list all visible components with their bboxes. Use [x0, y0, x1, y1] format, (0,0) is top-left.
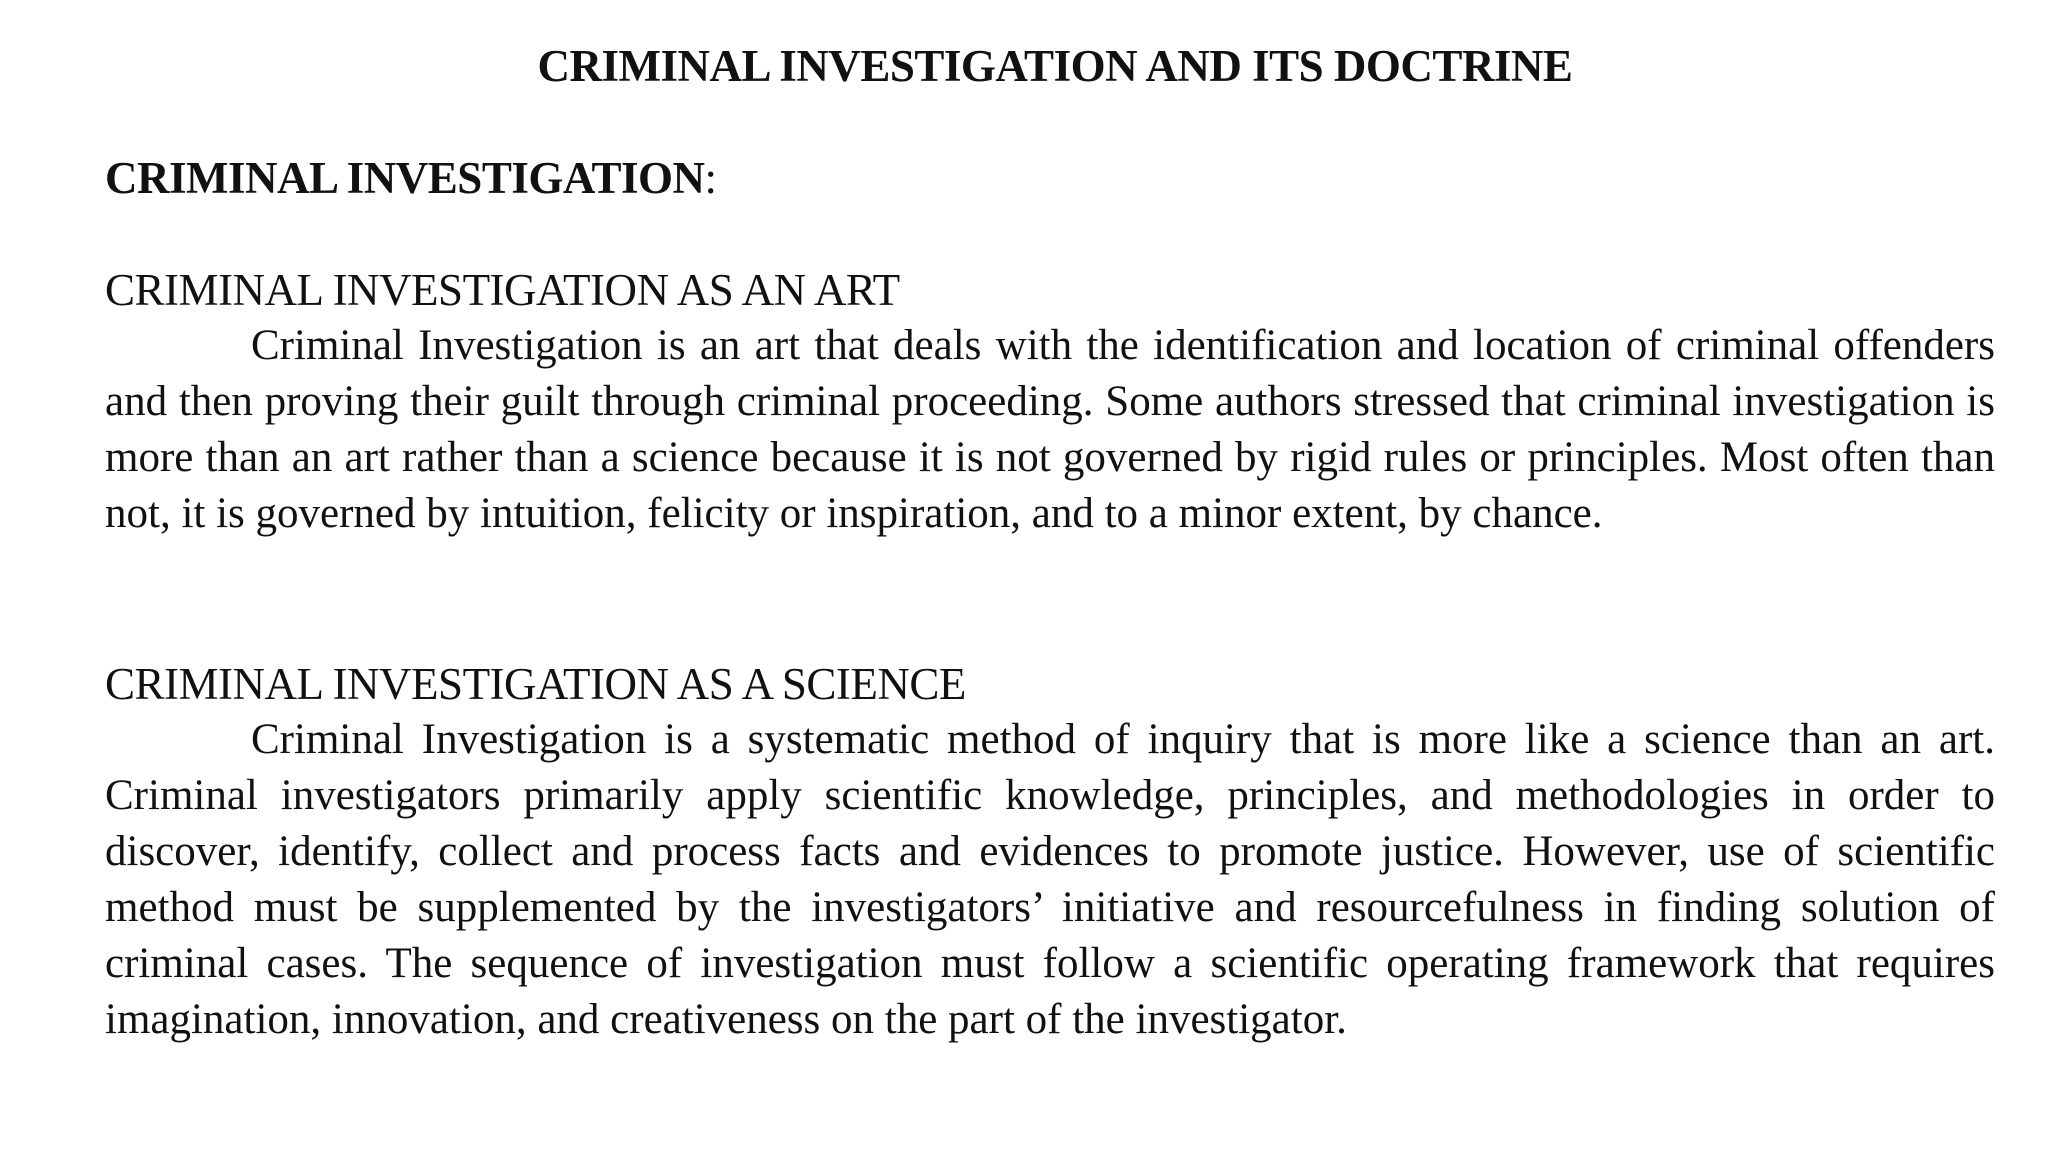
section-heading-colon: : [704, 153, 717, 203]
subsection-heading-science: CRIMINAL INVESTIGATION AS A SCIENCE [105, 659, 966, 709]
subsection-body-science: Criminal Investigation is a systematic method of inquiry that is more like a science than an art. Criminal investigators primarily apply scientific knowledge, principles, and methodologies in order to discover, identify, collect and process facts and evidences to promote justice. However, use of scientific method must be supplemented by the investigators’ initiative and resourcefulness in finding solution of criminal cases. The sequence of investigation must follow a scientific operating framework that requires imagination, innovation, and creativeness on the part of the investigator. [105, 716, 1995, 1043]
subsection-heading-art: CRIMINAL INVESTIGATION AS AN ART [105, 265, 900, 315]
document-title: CRIMINAL INVESTIGATION AND ITS DOCTRINE [537, 41, 1573, 91]
section-heading [105, 148, 717, 208]
title-wrapper [0, 36, 2048, 96]
section-heading-text: CRIMINAL INVESTIGATION [105, 153, 705, 203]
subsection-science [105, 656, 1995, 1048]
subsection-body-art: Criminal Investigation is an art that deals with the identification and location of criminal offenders and then proving their guilt through criminal proceeding. Some authors stressed that criminal investigation is more than an art rather than a science because it is not governed by rigid rules or principles. Most often than not, it is governed by intuition, felicity or inspiration, and to a minor extent, by chance. [105, 322, 1995, 537]
subsection-art [105, 262, 1995, 542]
